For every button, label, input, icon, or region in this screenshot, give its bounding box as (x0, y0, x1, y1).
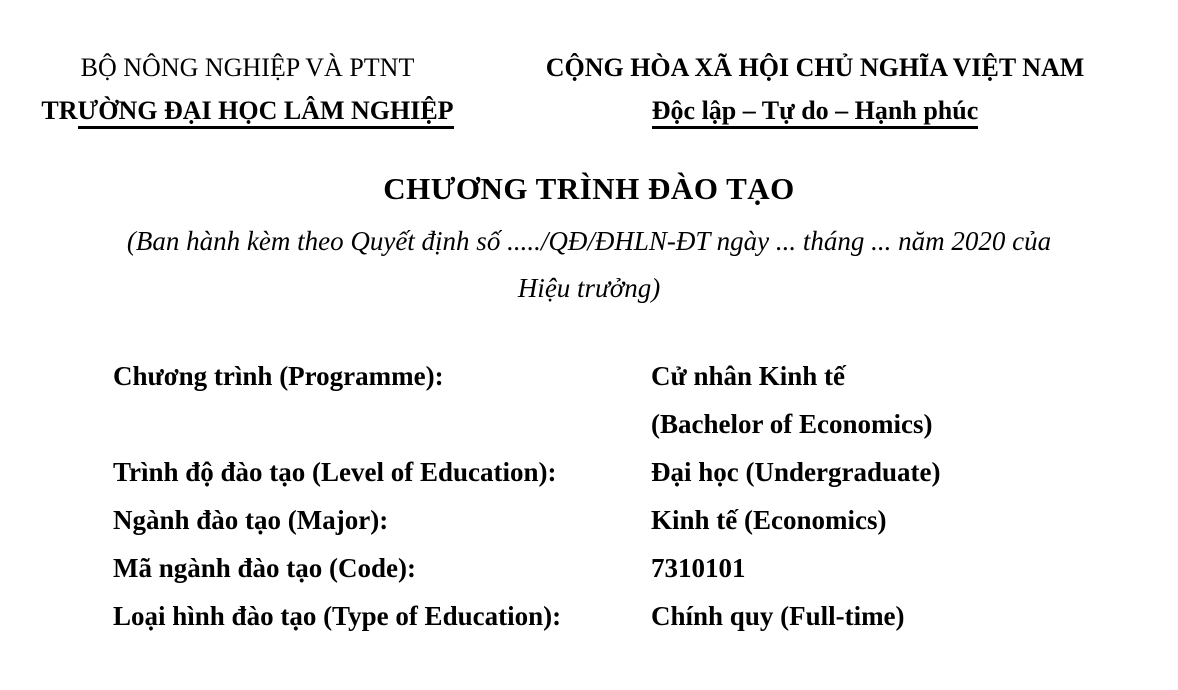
field-value-line: Cử nhân Kinh tế (651, 361, 846, 391)
field-value-line: 7310101 (651, 553, 746, 583)
field-label: Chương trình (Programme): (113, 361, 444, 391)
university-name (20, 89, 475, 132)
national-header-block (515, 46, 1115, 132)
issuance-note-line2: Hiệu trưởng) (517, 273, 661, 303)
field-row-code (113, 544, 1178, 592)
field-value (651, 448, 940, 496)
issuance-note-line1: (Ban hành kèm theo Quyết định số ...../QĐ/ĐHLN-ĐT ngày ... tháng ... năm 2020 của (126, 226, 1052, 256)
field-label: Trình độ đào tạo (Level of Education): (113, 457, 557, 487)
field-value-line: Kinh tế (Economics) (651, 505, 887, 535)
field-value (651, 544, 746, 592)
national-title: CỘNG HÒA XÃ HỘI CHỦ NGHĨA VIỆT NAM (545, 53, 1085, 82)
field-label: Ngành đào tạo (Major): (113, 505, 389, 535)
field-label: Mã ngành đào tạo (Code): (113, 553, 417, 583)
national-motto (515, 89, 1115, 132)
national-motto-underlined: Độc lập – Tự do – Hạnh phúc (652, 96, 979, 129)
field-value (651, 592, 905, 640)
field-row-programme (113, 352, 1178, 448)
program-info-list (0, 352, 1178, 640)
issuance-note (0, 218, 1178, 312)
document-title: CHƯƠNG TRÌNH ĐÀO TẠO (383, 171, 795, 206)
field-label: Loại hình đào tạo (Type of Education): (113, 601, 562, 631)
field-row-level (113, 448, 1178, 496)
field-row-major (113, 496, 1178, 544)
document-header (0, 46, 1178, 132)
field-value-line: (Bachelor of Economics) (651, 409, 933, 439)
field-value (651, 496, 887, 544)
university-name-underlined: ƯỜNG ĐẠI HỌC LÂM NGHIỆP (78, 96, 454, 129)
field-value (651, 352, 932, 448)
field-value-line: Chính quy (Full-time) (651, 601, 905, 631)
issuing-agency-block (20, 46, 475, 132)
field-row-type (113, 592, 1178, 640)
ministry-name: BỘ NÔNG NGHIỆP VÀ PTNT (80, 53, 415, 82)
field-value-line: Đại học (Undergraduate) (651, 457, 941, 487)
university-name-prefix: TR (41, 96, 78, 125)
